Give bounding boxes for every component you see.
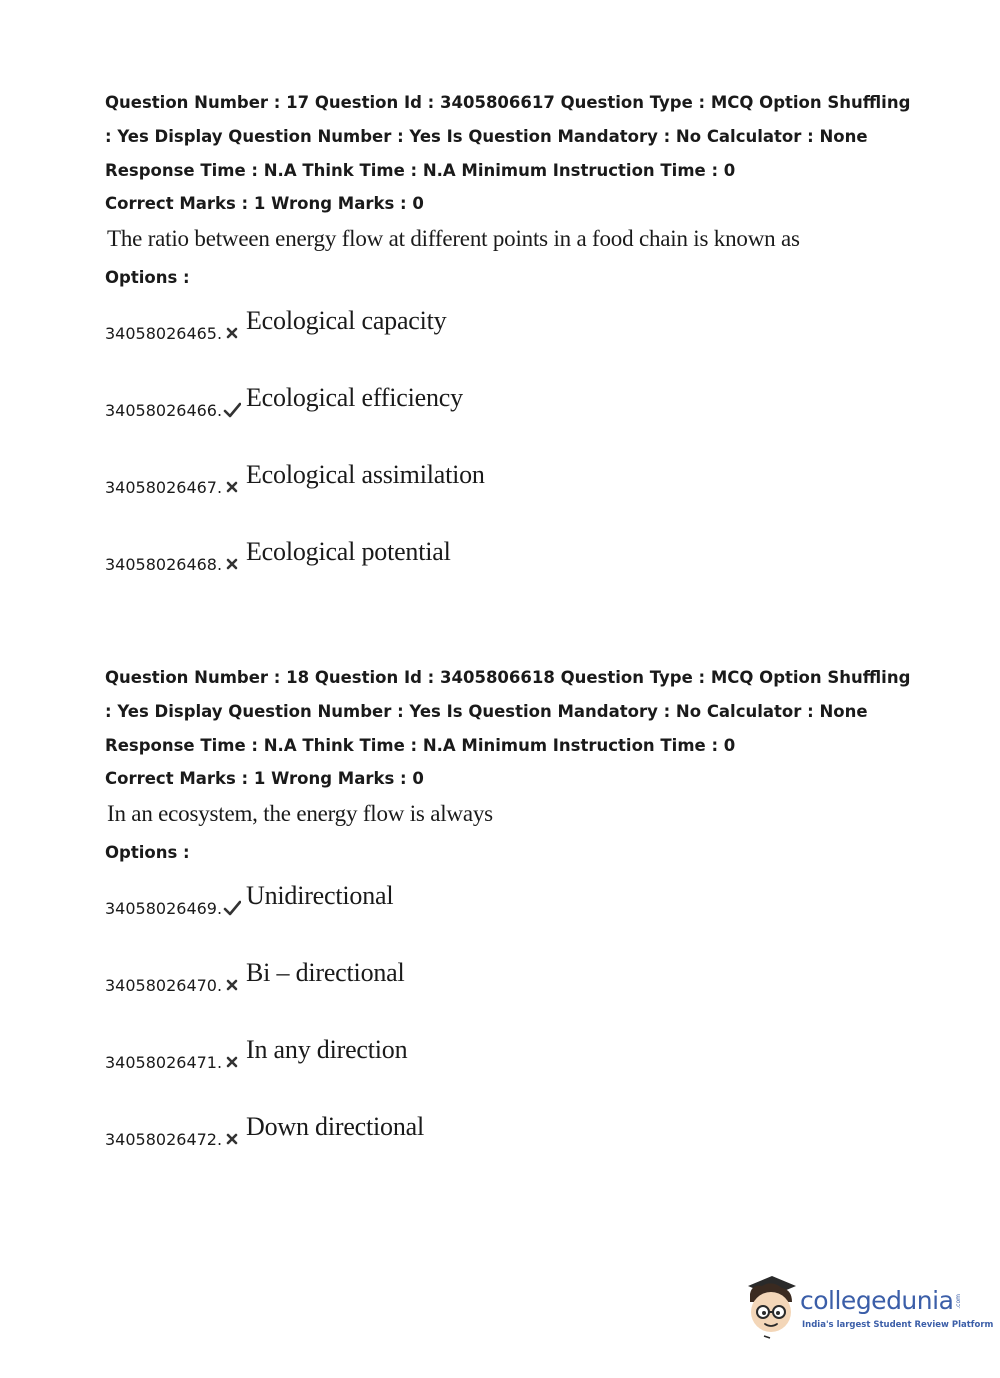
option-id: 34058026468. [105,555,223,574]
wrong-icon [223,1129,241,1149]
logo-wordmark: collegedunia [800,1286,954,1315]
question-block [105,86,925,604]
question-meta: Question Number : 17 Question Id : 3405806617 Question Type : MCQ Option Shuffling : Yes Display Question Number : Yes Is Question Mandatory : No Calculator : None Response Time : N.A Think Time : N.A Minimum Instruction Time : 0 [105,93,911,180]
option-item [105,948,925,1025]
wrong-icon [223,1052,241,1072]
wrong-icon [223,554,241,574]
option-text: Ecological efficiency [246,383,463,412]
option-text: Down directional [246,1112,425,1141]
option-item [105,296,925,373]
options-label: Options : [105,843,190,862]
question-text: In an ecosystem, the energy flow is always [107,801,493,826]
mascot-icon [742,1272,800,1340]
options-list [105,296,925,604]
options-list [105,871,925,1179]
option-item [105,1025,925,1102]
option-item [105,527,925,604]
option-id: 34058026466. [105,401,223,420]
option-item [105,450,925,527]
question-marks: Correct Marks : 1 Wrong Marks : 0 [105,769,424,788]
option-text: Ecological potential [246,537,451,566]
question-meta: Question Number : 18 Question Id : 3405806618 Question Type : MCQ Option Shuffling : Yes Display Question Number : Yes Is Question Mandatory : No Calculator : None Response Time : N.A Think Time : N.A Minimum Instruction Time : 0 [105,668,911,755]
collegedunia-logo [742,1272,994,1344]
option-item [105,871,925,948]
options-label: Options : [105,268,190,287]
option-item [105,1102,925,1179]
option-text: Ecological assimilation [246,460,485,489]
logo-dotcom: .com [955,1294,962,1309]
option-id: 34058026470. [105,976,223,995]
question-block [105,661,925,1179]
wrong-icon [223,975,241,995]
option-id: 34058026467. [105,478,223,497]
option-text: Bi – directional [246,958,405,987]
option-id: 34058026471. [105,1053,223,1072]
option-text: Unidirectional [246,881,394,910]
wrong-icon [223,477,241,497]
correct-icon [223,400,241,420]
option-text: In any direction [246,1035,408,1064]
correct-icon [223,898,241,918]
option-id: 34058026472. [105,1130,223,1149]
question-text: The ratio between energy flow at different points in a food chain is known as [107,226,800,251]
option-item [105,373,925,450]
option-text: Ecological capacity [246,306,447,335]
question-marks: Correct Marks : 1 Wrong Marks : 0 [105,194,424,213]
option-id: 34058026469. [105,899,223,918]
wrong-icon [223,323,241,343]
logo-tagline: India's largest Student Review Platform [802,1320,994,1330]
option-id: 34058026465. [105,324,223,343]
